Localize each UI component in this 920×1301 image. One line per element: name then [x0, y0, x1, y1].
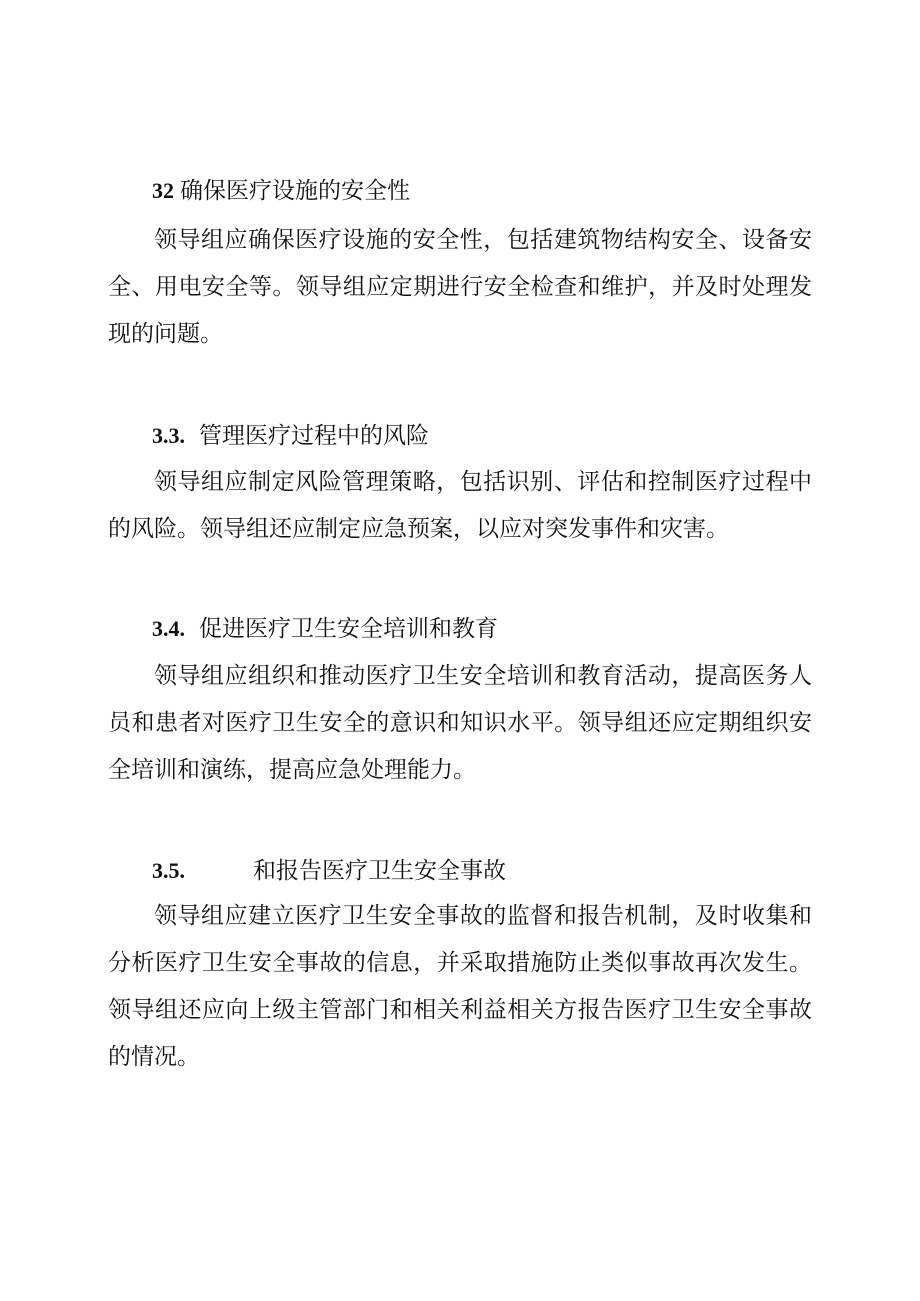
section-heading-3-2	[152, 176, 410, 206]
section-paragraph-3-3: 领导组应制定风险管理策略，包括识别、评估和控制医疗过程中的风险。领导组还应制定应急预案，以应对突发事件和灾害。	[108, 469, 812, 542]
section-title: 管理医疗过程中的风险	[199, 423, 429, 449]
section-heading-3-3	[152, 421, 429, 451]
section-number: 32	[152, 178, 174, 203]
section-number: 3.5.	[152, 858, 185, 883]
section-title: 和报告医疗卫生安全事故	[253, 858, 506, 884]
section-paragraph-3-4: 领导组应组织和推动医疗卫生安全培训和教育活动，提高医务人员和患者对医疗卫生安全的意识和知识水平。领导组还应定期组织安全培训和演练，提高应急处理能力。	[108, 663, 812, 783]
section-heading-3-4	[152, 614, 498, 644]
section-paragraph-3-5: 领导组应建立医疗卫生安全事故的监督和报告机制，及时收集和分析医疗卫生安全事故的信息，并采取措施防止类似事故再次发生。领导组还应向上级主管部门和相关利益相关方报告医疗卫生安全事故的情况。	[108, 903, 812, 1070]
section-paragraph-3-2: 领导组应确保医疗设施的安全性，包括建筑物结构安全、设备安全、用电安全等。领导组应定期进行安全检查和维护，并及时处理发现的问题。	[108, 227, 812, 347]
section-number: 3.4.	[152, 616, 185, 641]
section-number: 3.3.	[152, 423, 185, 448]
section-title: 促进医疗卫生安全培训和教育	[199, 616, 498, 642]
section-title: 确保医疗设施的安全性	[180, 178, 410, 204]
section-heading-3-5	[152, 856, 506, 886]
